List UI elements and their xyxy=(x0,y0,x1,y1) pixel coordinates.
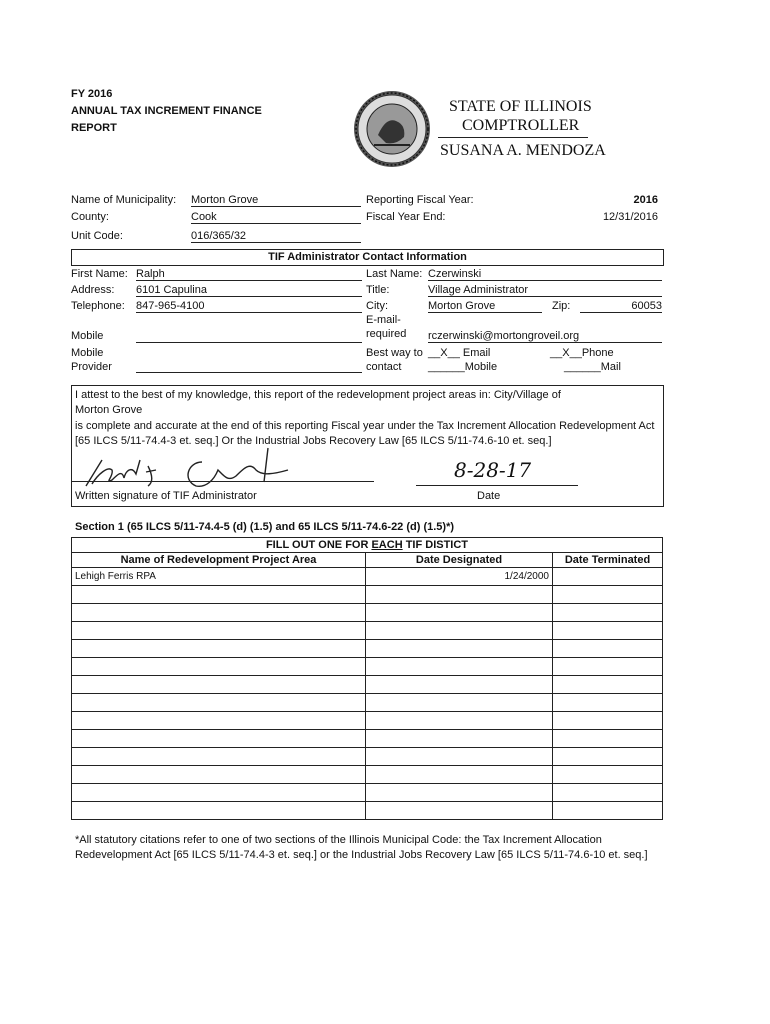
attest-line-3: is complete and accurate at the end of this reporting Fiscal year under the Tax Increment Allocation Redevelopment Act xyxy=(75,420,655,432)
mobile-field xyxy=(136,342,362,343)
report-title-line2: REPORT xyxy=(71,122,117,134)
municipality-label: Name of Municipality: xyxy=(71,194,177,206)
telephone-label: Telephone: xyxy=(71,300,125,312)
phone-option-label: Phone xyxy=(581,347,614,359)
mobile-mark: ______ xyxy=(428,361,465,373)
email-mark: __X__ xyxy=(428,347,460,359)
last-name-label: Last Name: xyxy=(366,268,423,280)
mail-mark: ______ xyxy=(564,361,601,373)
address-value: 6101 Capulina xyxy=(136,284,362,297)
table-row xyxy=(72,658,663,676)
table-row xyxy=(72,766,663,784)
col-header-designated: Date Designated xyxy=(366,553,553,568)
table-title-row xyxy=(72,538,663,553)
table-row xyxy=(72,586,663,604)
mail-option-label: Mail xyxy=(600,361,621,373)
best-way-label-2: contact xyxy=(366,361,402,373)
table-row xyxy=(72,694,663,712)
table-row xyxy=(72,748,663,766)
table-row xyxy=(72,568,663,586)
address-label: Address: xyxy=(71,284,115,296)
signature-line xyxy=(72,481,374,482)
footnote-line-2: Redevelopment Act [65 ILCS 5/11-74.4-3 et. seq.] or the Industrial Jobs Recovery Law [65 ILCS 5/11-74.6-10 et. seq.] xyxy=(75,849,648,861)
table-title: FILL OUT ONE FOR EACH TIF DISTICT xyxy=(72,538,663,553)
mobile-label: Mobile xyxy=(71,330,104,342)
attestation-box xyxy=(71,385,664,507)
city-value: Morton Grove xyxy=(428,300,542,313)
comptroller-name: SUSANA A. MENDOZA xyxy=(440,142,606,159)
first-name-value: Ralph xyxy=(136,268,362,281)
table-header-row xyxy=(72,553,663,568)
table-row xyxy=(72,640,663,658)
table-title-each: EACH xyxy=(371,539,403,551)
footnote-line-1: *All statutory citations refer to one of two sections of the Illinois Municipal Code: the Tax Increment Allocation xyxy=(75,834,602,846)
table-row xyxy=(72,730,663,748)
mobile-option-label: Mobile xyxy=(464,361,498,373)
table-row xyxy=(72,676,663,694)
title-label: Title: xyxy=(366,284,390,296)
mobile-provider-label-2: Provider xyxy=(71,361,112,373)
fiscal-end-label: Fiscal Year End: xyxy=(366,211,446,223)
comptroller-title: COMPTROLLER xyxy=(462,117,580,134)
email-label-1: E-mail- xyxy=(366,314,401,326)
contact-title: TIF Administrator Contact Information xyxy=(268,251,467,263)
section1-heading-text: Section 1 (65 ILCS 5/11-74.4-5 (d) (1.5) and 65 ILCS 5/11-74.6-22 (d) (1.5)*) xyxy=(75,521,455,533)
contact-option-mail xyxy=(564,361,621,373)
contact-option-phone xyxy=(550,347,614,359)
county-value: Cook xyxy=(191,211,361,224)
zip-label: Zip: xyxy=(552,300,571,312)
last-name-value: Czerwinski xyxy=(428,268,662,281)
contact-option-mobile xyxy=(428,361,497,373)
fiscal-year-label: Reporting Fiscal Year: xyxy=(366,194,474,206)
email-option-label: Email xyxy=(462,347,491,359)
mobile-provider-field xyxy=(136,372,362,373)
zip-value: 60053 xyxy=(580,300,662,313)
tif-district-table xyxy=(71,537,663,820)
header-divider xyxy=(438,137,588,138)
date-line xyxy=(416,485,578,486)
section1-heading xyxy=(75,521,454,533)
email-value: rczerwinski@mortongroveil.org xyxy=(428,330,662,343)
report-title-line1: ANNUAL TAX INCREMENT FINANCE xyxy=(71,105,262,117)
email-label-2: required xyxy=(366,328,407,340)
city-label: City: xyxy=(366,300,388,312)
county-label: County: xyxy=(71,211,109,223)
table-row xyxy=(72,784,663,802)
state-title: STATE OF ILLINOIS xyxy=(449,98,592,115)
contact-header-box xyxy=(71,249,664,266)
first-name-label: First Name: xyxy=(71,268,128,280)
best-way-label-1: Best way to xyxy=(366,347,423,359)
date-designated: 1/24/2000 xyxy=(366,568,553,586)
administrator-signature-icon xyxy=(78,440,308,496)
table-row xyxy=(72,712,663,730)
phone-mark: __X__ xyxy=(550,347,582,359)
col-header-terminated: Date Terminated xyxy=(553,553,663,568)
col-header-name: Name of Redevelopment Project Area xyxy=(72,553,366,568)
attest-line-4: [65 ILCS 5/11-74.4-3 et. seq.] Or the Industrial Jobs Recovery Law [65 ILCS 5/11-74.6-10 et. seq.] xyxy=(75,435,552,447)
fiscal-year-value: 2016 xyxy=(633,194,658,206)
project-area-name: Lehigh Ferris RPA xyxy=(72,568,366,586)
title-value: Village Administrator xyxy=(428,284,662,297)
telephone-value: 847-965-4100 xyxy=(136,300,362,313)
date-terminated xyxy=(553,568,663,586)
unit-code-value: 016/365/32 xyxy=(191,230,361,243)
table-row xyxy=(72,802,663,820)
unit-code-label: Unit Code: xyxy=(71,230,123,242)
municipality-value: Morton Grove xyxy=(191,194,361,207)
fiscal-end-value: 12/31/2016 xyxy=(602,211,658,223)
fy-label: FY 2016 xyxy=(71,88,113,100)
contact-option-email xyxy=(428,347,490,359)
attest-line-2: Morton Grove xyxy=(75,404,143,416)
attest-line-1: I attest to the best of my knowledge, this report of the redevelopment project areas in: City/Village of xyxy=(75,389,561,401)
state-seal-icon xyxy=(352,89,432,169)
date-label: Date xyxy=(477,490,501,502)
table-row xyxy=(72,604,663,622)
table-row xyxy=(72,622,663,640)
handwritten-date: 8-28-17 xyxy=(454,458,532,482)
mobile-provider-label-1: Mobile xyxy=(71,347,104,359)
signature-label: Written signature of TIF Administrator xyxy=(75,490,257,502)
